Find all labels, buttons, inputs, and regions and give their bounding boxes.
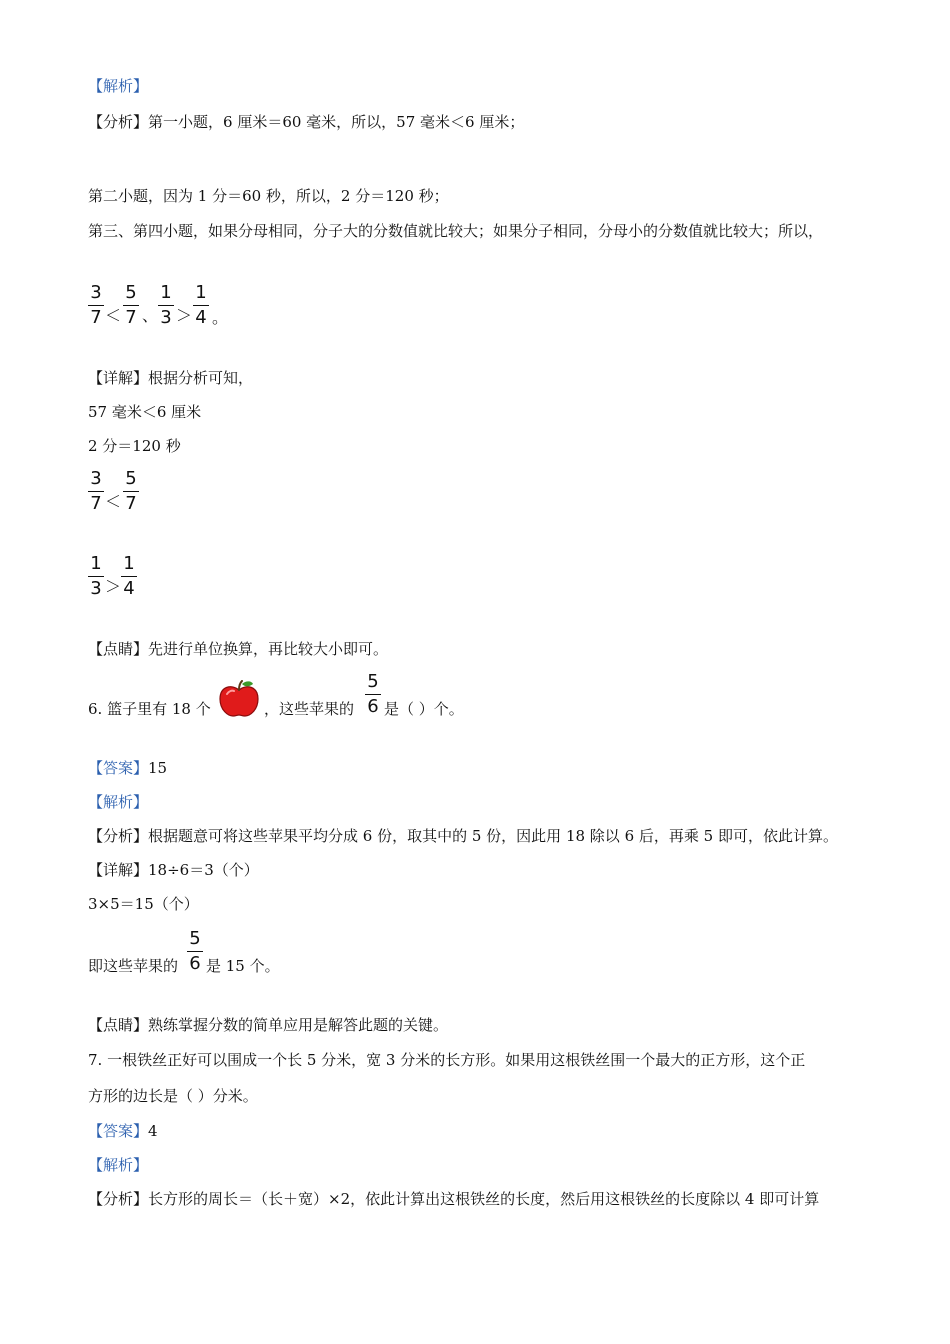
fraction-3-7 bbox=[88, 282, 104, 329]
denominator: 3 bbox=[160, 307, 172, 329]
q6-jiexi-label: 【解析】 bbox=[88, 793, 149, 811]
less-than: ＜ bbox=[105, 306, 122, 325]
answer-value: 15 bbox=[148, 759, 168, 777]
period: 。 bbox=[212, 308, 229, 327]
denominator: 6 bbox=[367, 696, 379, 718]
less-than-detail: ＜ bbox=[105, 492, 122, 511]
denominator: 7 bbox=[125, 493, 137, 515]
fraction-1-3 bbox=[158, 282, 174, 329]
fenxi-line2: 第二小题，因为 1 分＝60 秒，所以，2 分＝120 秒； bbox=[88, 187, 449, 205]
q6-step2: 3×5＝15（个） bbox=[88, 895, 199, 913]
fenxi-tag: 【分析】 bbox=[88, 1190, 149, 1208]
fraction-5-7 bbox=[123, 282, 139, 329]
fenxi-text: 长方形的周长＝（长＋宽）×2，依此计算出这根铁丝的长度，然后用这根铁丝的长度除以 4 即可计算 bbox=[148, 1190, 820, 1208]
q6-xiangjie-paragraph bbox=[88, 860, 259, 880]
answer-tag: 【答案】 bbox=[88, 1122, 149, 1140]
denominator: 7 bbox=[90, 493, 102, 515]
numerator: 3 bbox=[90, 468, 102, 489]
fraction-3-7-detail bbox=[88, 468, 104, 515]
fraction-1-3-detail bbox=[88, 553, 104, 600]
greater-than-detail: ＞ bbox=[105, 577, 122, 596]
q7-stem-line1: 7. 一根铁丝正好可以围成一个长 5 分米，宽 3 分米的长方形。如果用这根铁丝围一个最大的正方形，这个正 bbox=[88, 1051, 806, 1069]
answer-value: 4 bbox=[148, 1122, 158, 1140]
fraction-5-7-detail bbox=[123, 468, 139, 515]
q7-jiexi-label: 【解析】 bbox=[88, 1156, 149, 1174]
numerator: 5 bbox=[125, 468, 137, 489]
numerator: 1 bbox=[195, 282, 207, 303]
fenxi-line3: 第三、第四小题，如果分母相同，分子大的分数值就比较大；如果分子相同，分母小的分数值就比较大；所以， bbox=[88, 222, 824, 240]
numerator: 1 bbox=[160, 282, 172, 303]
q6-answer bbox=[88, 758, 167, 778]
numerator: 3 bbox=[90, 282, 102, 303]
denominator: 4 bbox=[123, 578, 135, 600]
numerator: 5 bbox=[125, 282, 137, 303]
q6-fenxi-paragraph bbox=[88, 826, 838, 846]
dianjing-text: 熟练掌握分数的简单应用是解答此题的关键。 bbox=[148, 1016, 449, 1034]
numerator: 5 bbox=[189, 928, 201, 949]
fenxi-line1: 第一小题，6 厘米＝60 毫米，所以，57 毫米＜6 厘米； bbox=[148, 113, 525, 131]
fenxi-paragraph bbox=[88, 112, 524, 132]
numerator: 1 bbox=[90, 553, 102, 574]
separator: 、 bbox=[142, 306, 159, 325]
xiangjie-paragraph bbox=[88, 368, 253, 388]
dianjing-paragraph bbox=[88, 639, 388, 659]
q6-conclusion-before: 即这些苹果的 bbox=[88, 957, 179, 975]
denominator: 7 bbox=[90, 307, 102, 329]
numerator: 1 bbox=[123, 553, 135, 574]
xiangjie-text: 根据分析可知， bbox=[148, 369, 254, 387]
greater-than: ＞ bbox=[176, 306, 193, 325]
fraction-1-4-detail bbox=[121, 553, 137, 600]
denominator: 7 bbox=[125, 307, 137, 329]
denominator: 6 bbox=[189, 953, 201, 975]
q6-dianjing-paragraph bbox=[88, 1015, 448, 1035]
xiangjie-tag: 【详解】 bbox=[88, 369, 149, 387]
result-time: 2 分＝120 秒 bbox=[88, 437, 181, 455]
fenxi-tag: 【分析】 bbox=[88, 113, 149, 131]
q6-stem-after: ，这些苹果的 bbox=[264, 700, 355, 718]
q6-stem-end: 是（ ）个。 bbox=[384, 700, 464, 718]
apple-icon bbox=[218, 680, 260, 718]
fraction-5-6-conclusion bbox=[187, 928, 203, 975]
dianjing-tag: 【点睛】 bbox=[88, 1016, 149, 1034]
q6-conclusion-after: 是 15 个。 bbox=[206, 957, 280, 975]
dianjing-text: 先进行单位换算，再比较大小即可。 bbox=[148, 640, 389, 658]
q6-stem-before: 6. 篮子里有 18 个 bbox=[88, 700, 211, 718]
answer-tag: 【答案】 bbox=[88, 759, 149, 777]
fenxi-text: 根据题意可将这些苹果平均分成 6 份，取其中的 5 份，因此用 18 除以 6 后，再乘 5 即可，依此计算。 bbox=[148, 827, 838, 845]
fraction-5-6-stem bbox=[365, 671, 381, 718]
dianjing-tag: 【点睛】 bbox=[88, 640, 149, 658]
result-length: 57 毫米＜6 厘米 bbox=[88, 403, 202, 421]
q7-fenxi-paragraph bbox=[88, 1189, 819, 1209]
q7-stem-line2: 方形的边长是（ ）分米。 bbox=[88, 1087, 258, 1105]
fenxi-tag: 【分析】 bbox=[88, 827, 149, 845]
q7-answer bbox=[88, 1121, 158, 1141]
denominator: 3 bbox=[90, 578, 102, 600]
xiangjie-tag: 【详解】 bbox=[88, 861, 149, 879]
fraction-1-4 bbox=[193, 282, 209, 329]
xiangjie-text: 18÷6＝3（个） bbox=[148, 861, 259, 879]
numerator: 5 bbox=[367, 671, 379, 692]
denominator: 4 bbox=[195, 307, 207, 329]
jiexi-label: 【解析】 bbox=[88, 77, 149, 95]
